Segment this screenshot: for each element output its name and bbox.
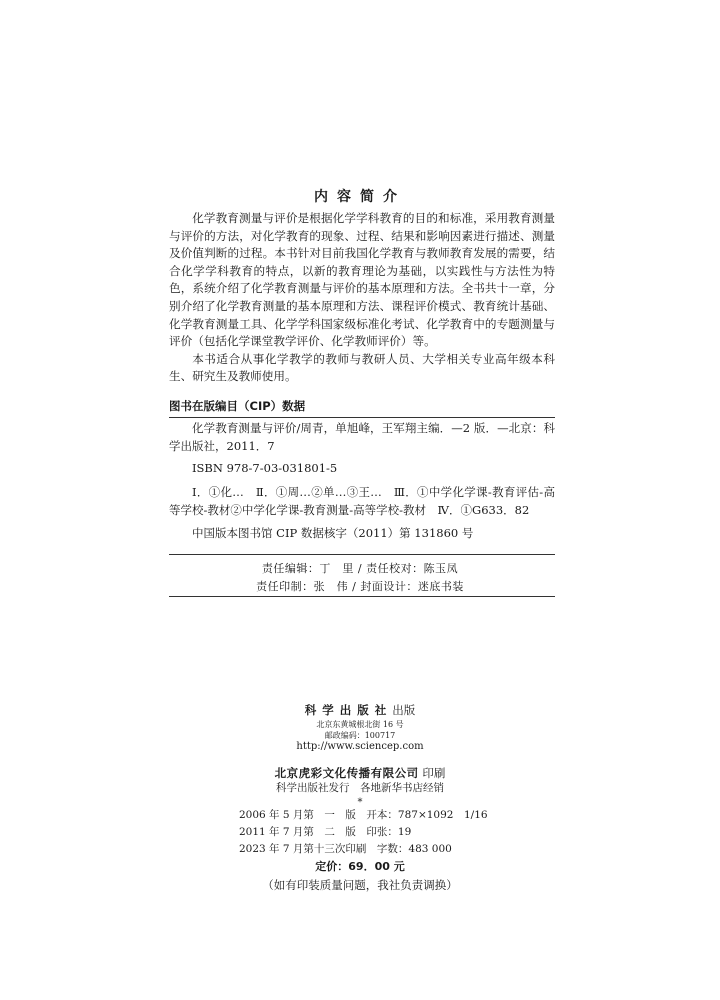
printer-suffix: 印刷: [422, 766, 446, 780]
cip-rule-top: [169, 417, 555, 418]
staff-line-editors: 责任编辑：丁 里 / 责任校对：陈玉凤: [261, 562, 459, 575]
intro-title: 内容简介: [314, 189, 406, 205]
publisher-suffix: 出版: [392, 703, 416, 717]
publisher-address: 北京东黄城根北街 16 号: [316, 720, 404, 729]
cip-classification-block: [169, 484, 555, 519]
separator-star: *: [357, 797, 363, 808]
cip-title-line: 化学教育测量与评价/周青，单旭峰，王军翔主编．—2 版．—北京：科学出版社，2011．7: [169, 421, 555, 453]
cip-rule-middle: [169, 554, 555, 555]
publisher-name: 科学出版社: [304, 703, 393, 717]
cip-title-block: [169, 420, 555, 455]
publisher-postcode: 邮政编码：100717: [324, 731, 396, 740]
edition-row-2: 2011 年 7 月第 二 版 印张：19: [239, 826, 412, 838]
edition-row-3: 2023 年 7 月第十三次印刷 字数：483 000: [239, 843, 452, 855]
cip-isbn-block: [169, 460, 555, 478]
cip-isbn: ISBN 978-7-03-031801-5: [192, 461, 338, 475]
cip-rule-bottom: [169, 596, 555, 597]
edition-list: [239, 807, 488, 858]
intro-paragraph-1: 化学教育测量与评价是根据化学学科教育的目的和标准，采用教育测量与评价的方法，对化学教育的现象、过程、结果和影响因素进行描述、测量及价值判断的过程。本书针对目前我国化学教育与教师教育发展的需要，结合化学学科教育的特点，以新的教育理论为基础，以实践性与方法性为特色，系统介绍了化学教育测量与评价的基本原理和方法。全书共十一章，分别介绍了化学教育测量的基本原理和方法、课程评价模式、教育统计基础、化学教育测量工具、化学学科国家级标准化考试、化学教育中的专题测量与评价（包括化学课堂教学评价、化学教师评价）等。: [169, 211, 555, 349]
staff-line-production: 责任印制：张 伟 / 封面设计：迷底书装: [256, 580, 464, 593]
printer-line: [0, 765, 720, 781]
price: 定价：69．00 元: [315, 860, 405, 873]
publisher-line: [0, 702, 720, 718]
quality-notice: （如有印装质量问题，我社负责调换）: [262, 878, 458, 892]
cip-number: 中国版本图书馆 CIP 数据核字（2011）第 131860 号: [192, 526, 474, 540]
distribution-line: 科学出版社发行 各地新华书店经销: [276, 782, 444, 794]
printer-name: 北京虎彩文化传播有限公司: [274, 766, 419, 780]
intro-paragraph-2: 本书适合从事化学教学的教师与教研人员、大学相关专业高年级本科生、研究生及教师使用。: [169, 351, 555, 384]
edition-row-1: 2006 年 5 月第 一 版 开本：787×1092 1/16: [239, 809, 488, 821]
publisher-url: http://www.sciencep.com: [296, 741, 424, 752]
intro-body: [169, 210, 555, 386]
cip-number-block: [169, 525, 555, 543]
cip-classification: Ⅰ．①化… Ⅱ．①周…②单…③王… Ⅲ．①中学化学课-教育评估-高等学校-教材②中学化学课-教育测量-高等学校-教材 Ⅳ．①G633．82: [169, 485, 555, 517]
cip-heading: 图书在版编目（CIP）数据: [169, 399, 306, 413]
